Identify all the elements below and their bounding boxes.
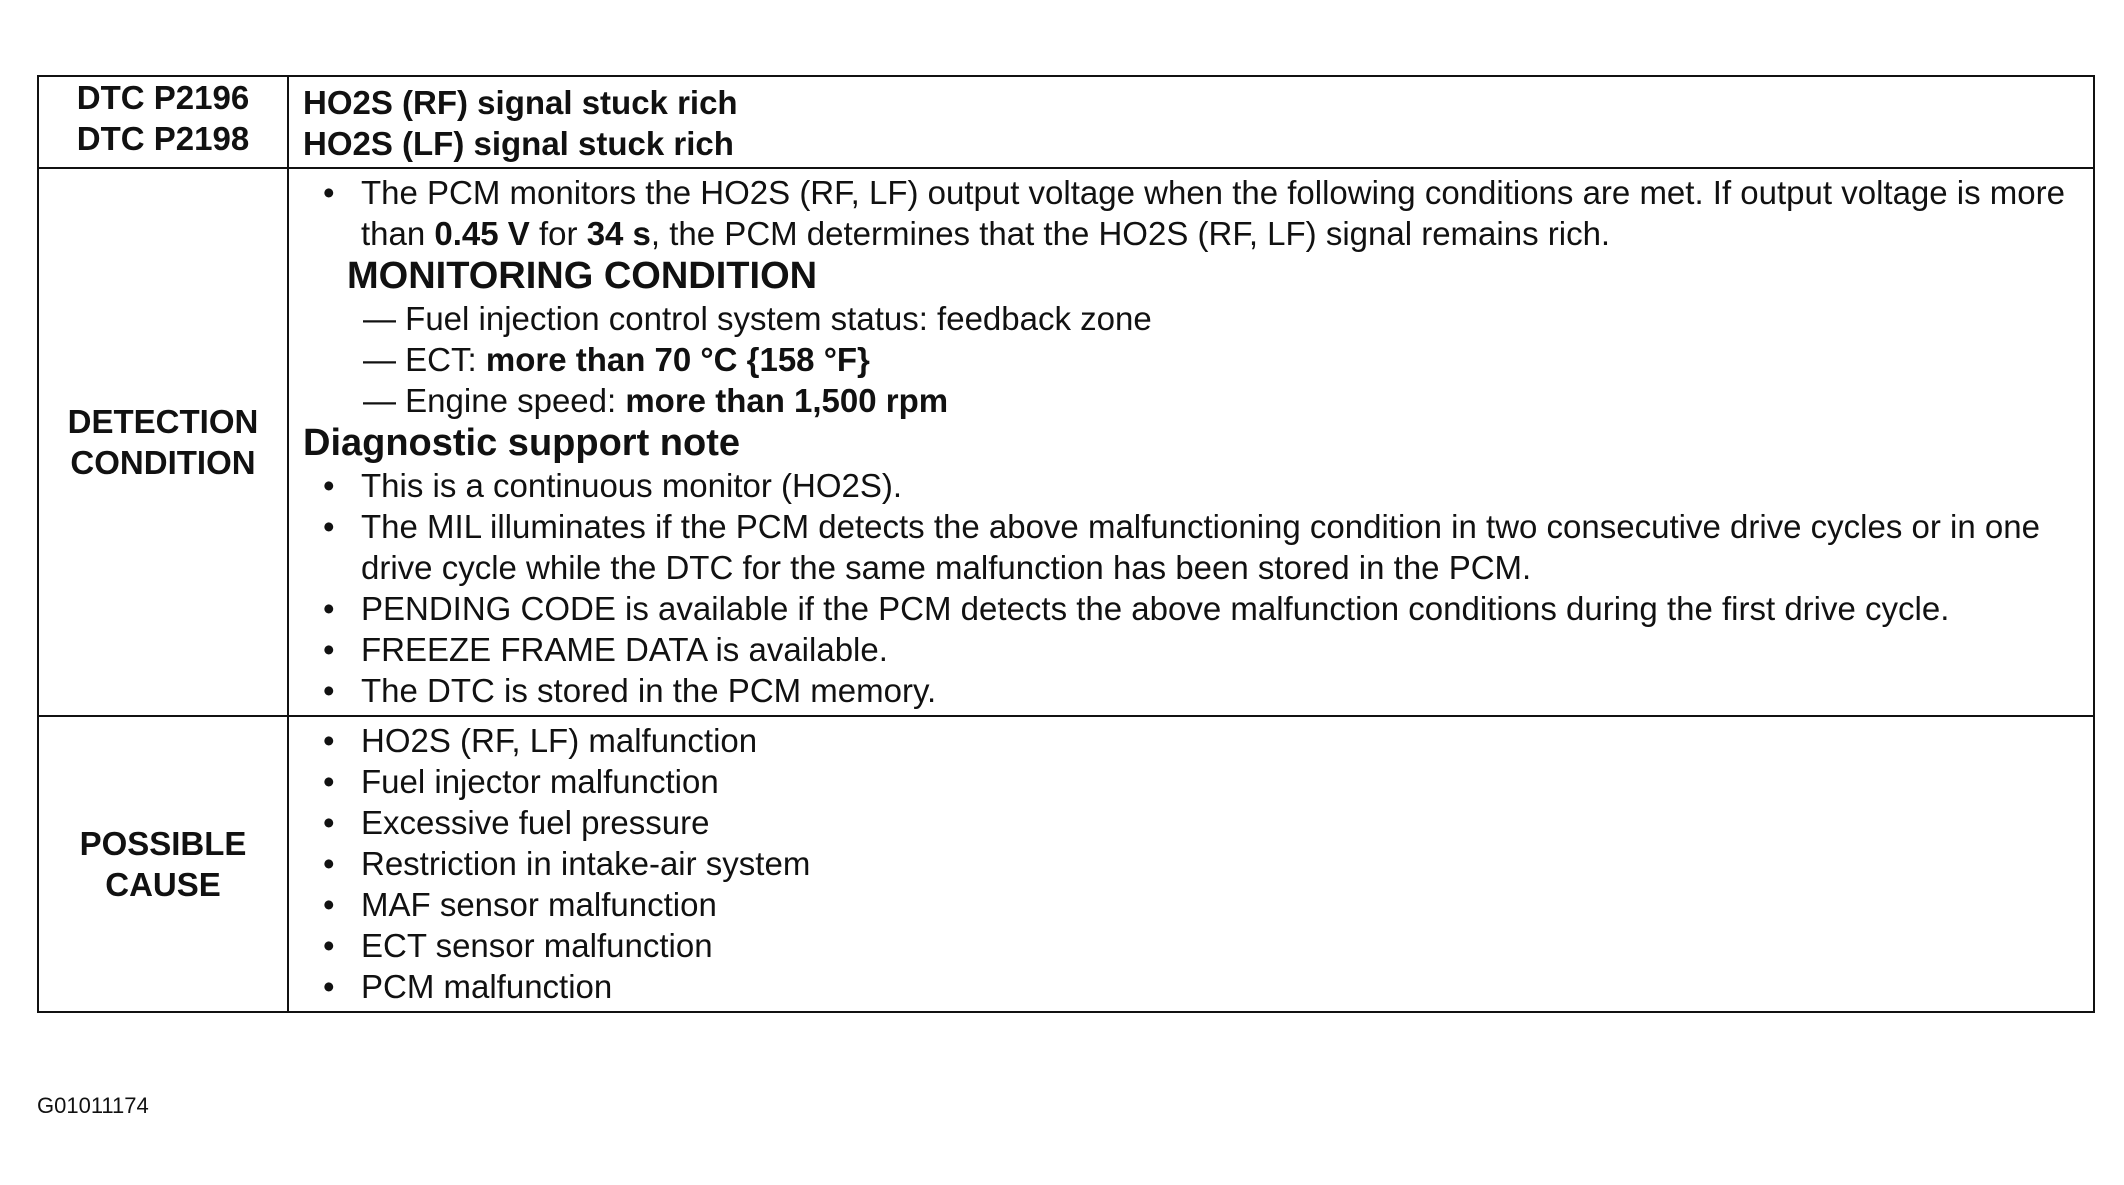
cause-item: • MAF sensor malfunction (303, 884, 2079, 925)
possible-cause-label-cell (38, 716, 288, 1012)
cause-item: • Fuel injector malfunction (303, 761, 2079, 802)
dtc-description: HO2S (LF) signal stuck rich (303, 125, 734, 162)
cause-item: • ECT sensor malfunction (303, 925, 2079, 966)
dtc-codes-cell (38, 76, 288, 168)
dtc-descriptions-cell (288, 76, 2094, 168)
time-threshold: 34 s (586, 215, 651, 252)
monitoring-item-label: — Engine speed: (363, 382, 626, 419)
diagnostic-support-heading: Diagnostic support note (303, 422, 740, 464)
monitoring-item-value: more than 70 °C {158 °F} (485, 341, 870, 378)
cause-item: • HO2S (RF, LF) malfunction (303, 720, 2079, 761)
intro-bullet (303, 172, 2079, 254)
support-note: • This is a continuous monitor (HO2S). (303, 465, 2079, 506)
monitoring-item-label: — Fuel injection control system status: feedback zone (363, 300, 1152, 337)
monitoring-item (303, 298, 2079, 339)
detection-label: DETECTION (67, 403, 259, 440)
detection-label: CONDITION (70, 444, 256, 481)
possible-cause-label: POSSIBLE (79, 825, 247, 862)
intro-text: for (529, 215, 587, 252)
header-row (38, 76, 2094, 168)
possible-cause-label: CAUSE (105, 866, 221, 903)
monitoring-condition-heading: MONITORING CONDITION (347, 255, 818, 297)
monitoring-item-label: — ECT: (363, 341, 486, 378)
monitoring-item-value: more than 1,500 rpm (625, 382, 949, 419)
dtc-code: DTC P2198 (76, 120, 250, 157)
detection-row (38, 168, 2094, 716)
dtc-table (37, 75, 2095, 1013)
cause-item: • Excessive fuel pressure (303, 802, 2079, 843)
detection-content-cell (288, 168, 2094, 716)
monitoring-item (303, 380, 2079, 421)
support-note: • The DTC is stored in the PCM memory. (303, 670, 2079, 711)
possible-cause-row (38, 716, 2094, 1012)
support-note: • FREEZE FRAME DATA is available. (303, 629, 2079, 670)
support-note: • PENDING CODE is available if the PCM detects the above malfunction conditions during the first drive cycle. (303, 588, 2079, 629)
detection-label-cell (38, 168, 288, 716)
possible-cause-content-cell (288, 716, 2094, 1012)
figure-id: G01011174 (37, 1093, 149, 1118)
cause-item: • Restriction in intake-air system (303, 843, 2079, 884)
intro-text: , the PCM determines that the HO2S (RF, LF) signal remains rich. (650, 215, 1611, 252)
cause-item: • PCM malfunction (303, 966, 2079, 1007)
dtc-description: HO2S (RF) signal stuck rich (303, 84, 738, 121)
monitoring-item (303, 339, 2079, 380)
support-note: • The MIL illuminates if the PCM detects the above malfunctioning condition in two consecutive drive cycles or in one drive cycle while the DTC for the same malfunction has been stored in the PCM. (303, 506, 2079, 588)
dtc-code: DTC P2196 (76, 79, 250, 116)
voltage-threshold: 0.45 V (434, 215, 530, 252)
intro-text: The PCM monitors the HO2S (RF, LF) output voltage when the following conditions are met. If output voltage is more than (361, 174, 2065, 252)
